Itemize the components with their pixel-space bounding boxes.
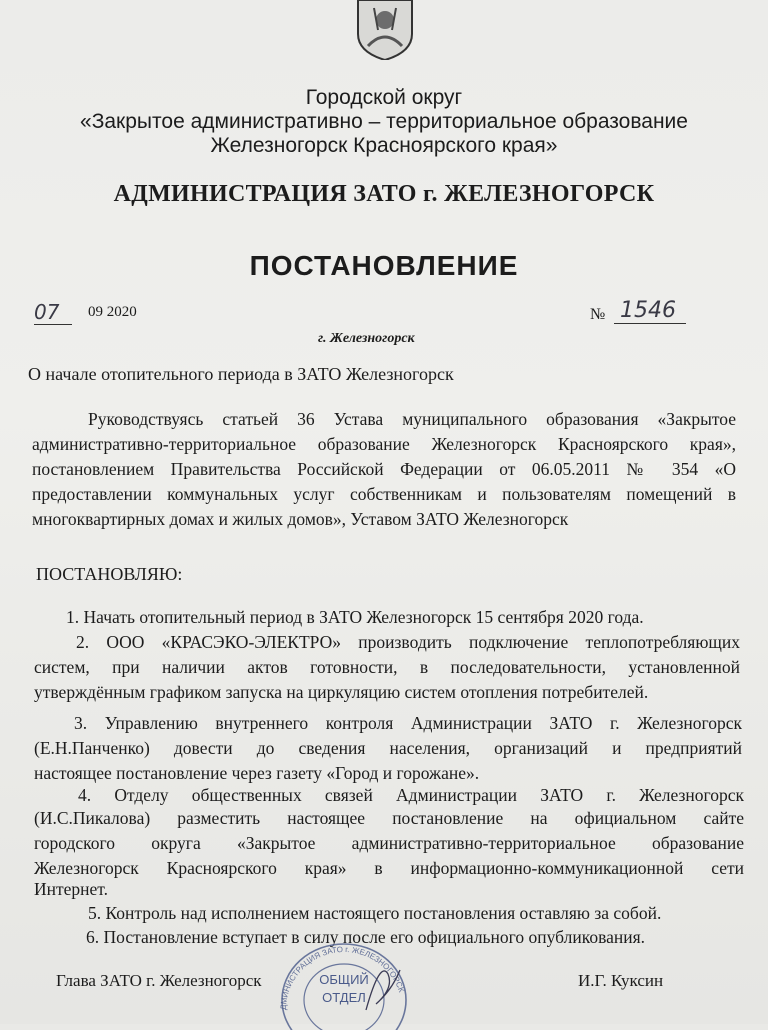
item-2-line: систем, при наличии актов готовности, в последовательности, установленной — [34, 657, 740, 677]
number-field — [614, 298, 686, 324]
preamble-line: предоставлении коммунальных услуг собственникам и пользователям помещений в — [32, 484, 736, 504]
date-day-handwritten: 07 — [34, 300, 60, 324]
signatory-name: И.Г. Куксин — [578, 971, 664, 990]
item-3-line: 3. Управлению внутреннего контроля Администрации ЗАТО г. Железногорск — [74, 713, 742, 733]
item-4-line: Железногорск Красноярского края» в информационно-коммуникационной сети — [34, 858, 744, 878]
preamble-line: многоквартирных домах и жилых домов», Уставом ЗАТО Железногорск — [32, 509, 569, 529]
item-3-line: настоящее постановление через газету «Город и горожане». — [34, 763, 480, 783]
preamble-line: постановлением Правительства Российской Федерации от 06.05.2011 № 354 «О — [32, 459, 736, 479]
administration-title: АДМИНИСТРАЦИЯ ЗАТО г. ЖЕЛЕЗНОГОРСК — [113, 181, 655, 207]
document-type-title: ПОСТАНОВЛЕНИЕ — [249, 250, 519, 281]
coat-of-arms-emblem — [354, 0, 416, 60]
item-1-line: 1. Начать отопительный период в ЗАТО Железногорск 15 сентября 2020 года. — [66, 607, 644, 627]
date-day-field — [34, 300, 72, 325]
header-line-3: Железногорск Красноярского края» — [210, 134, 558, 157]
item-2-line: утверждённым графиком запуска на циркуляцию систем отопления потребителей. — [34, 682, 649, 702]
preamble-line: административно-территориальное образование Железногорск Красноярского края», — [32, 434, 736, 454]
item-6-line: 6. Постановление вступает в силу после его официального опубликования. — [86, 927, 646, 947]
stamp-text-top: ОБЩИЙ — [319, 972, 369, 987]
item-2-line: 2. ООО «КРАСЭКО-ЭЛЕКТРО» производить подключение теплопотребляющих — [76, 632, 740, 652]
resolve-heading: ПОСТАНОВЛЯЮ: — [36, 564, 183, 584]
number-handwritten: 1546 — [620, 298, 676, 323]
item-4-line: (И.С.Пикалова) разместить настоящее постановление на официальном сайте — [34, 808, 744, 828]
item-4-line: Интернет. — [34, 879, 109, 899]
official-stamp — [276, 940, 412, 1030]
preamble-line: Руководствуясь статьей 36 Устава муниципального образования «Закрытое — [88, 409, 736, 429]
document-subject: О начале отопительного периода в ЗАТО Железногорск — [28, 364, 454, 384]
stamp-text-bottom: ОТДЕЛ — [322, 990, 366, 1005]
item-4-line: 4. Отделу общественных связей Администрации ЗАТО г. Железногорск — [78, 785, 744, 805]
city-name: г. Железногорск — [318, 331, 415, 346]
signatory-position: Глава ЗАТО г. Железногорск — [56, 971, 262, 990]
header-line-2: «Закрытое административно – территориальное образование — [80, 110, 688, 133]
item-4-line: городского округа «Закрытое административно-территориальное образование — [34, 833, 744, 853]
number-label: № — [590, 306, 606, 323]
item-5-line: 5. Контроль над исполнением настоящего постановления оставляю за собой. — [88, 903, 662, 923]
date-month-year: 09 2020 — [88, 304, 137, 320]
header-line-1: Городской округ — [305, 86, 463, 109]
stamp-ring-text: ДМИНИСТРАЦИЯ ЗАТО г. ЖЕЛЕЗНОГОРСК — [278, 944, 407, 1011]
item-3-line: (Е.Н.Панченко) довести до сведения населения, организаций и предприятий — [34, 738, 742, 758]
